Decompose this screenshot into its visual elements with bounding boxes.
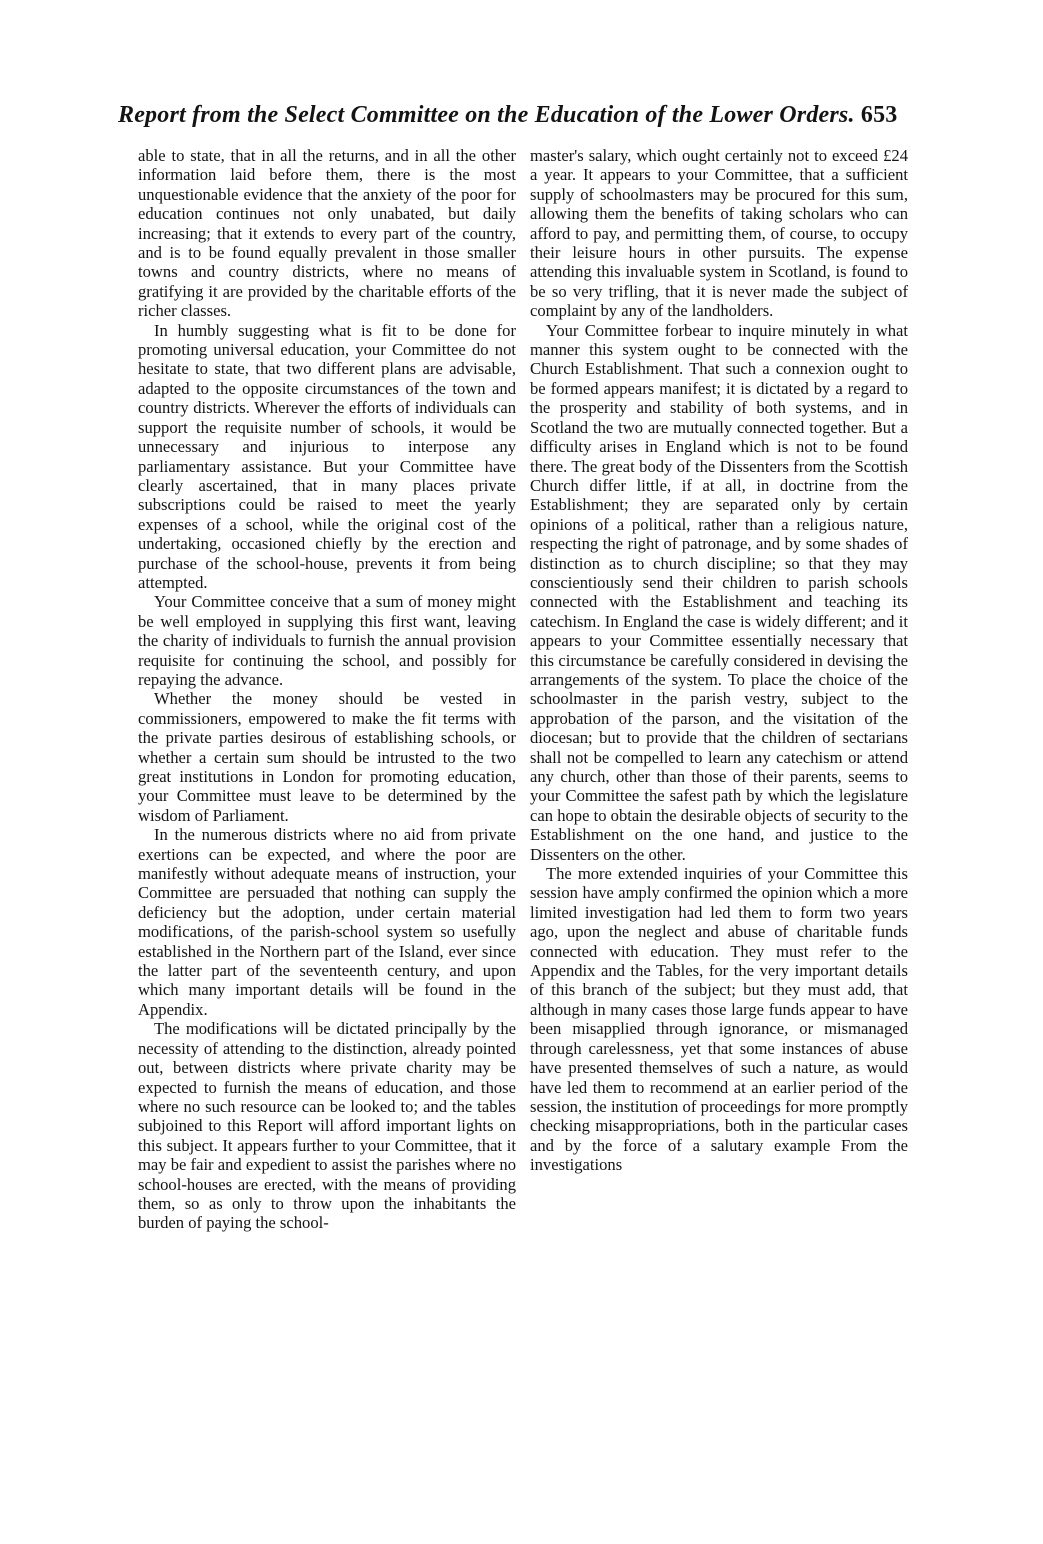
paragraph: In the numerous districts where no aid from private exertions can be expected, and where the poor are manifestly without adequate means of instruction, your Committee are persuaded that nothing can supply the deficiency but the adoption, under certain material modifications, of the parish-school system so usefully established in the Northern part of the Island, ever since the latter part of the seventeenth century, and upon which many important details will be found in the Appendix.	[138, 825, 516, 1019]
paragraph: The more extended inquiries of your Committee this session have amply confirmed the opinion which a more limited investigation had led them to form two years ago, upon the neglect and abuse of charitable funds connected with education. They must refer to the Appendix and the Tables, for the very important details of this branch of the subject; but they must add, that although in many cases those large funds appear to have been misapplied through ignorance, or mismanaged through carelessness, yet that some instances of abuse have presented themselves of such a nature, as would have led them to recommend at an earlier period of the session, the institution of proceedings for more promptly checking misappropriations, both in the particular cases and by the force of a salutary example From the investigations	[530, 864, 908, 1175]
page-number: 653	[860, 102, 898, 128]
paragraph: Your Committee forbear to inquire minutely in what manner this system ought to be connected with the Church Establishment. That such a connexion ought to be formed appears manifest; it is dictated by a regard to the prosperity and stability of both systems, and in Scotland the two are mutually connected together. But a difficulty arises in England which is not to be found there. The great body of the Dissenters from the Scottish Church differ little, if at all, in doctrine from the Establishment; they are separated only by certain opinions of a political, rather than a religious nature, respecting the right of patronage, and by some shades of distinction as to church discipline; so that they may conscientiously send their children to parish schools connected with the Establishment and teaching its catechism. In England the case is widely different; and it appears to your Committee essentially necessary that this circumstance be carefully considered in devising the arrangements of the system. To place the choice of the schoolmaster in the parish vestry, subject to the approbation of the parson, and the visitation of the diocesan; but to provide that the children of sectarians shall not be compelled to learn any catechism or attend any church, other than those of their parents, seems to your Committee the safest path by which the legislature can hope to obtain the desirable objects of security to the Establishment on the one hand, and justice to the Dissenters on the other.	[530, 320, 908, 864]
header-title: Report from the Select Committee on the Education of the Lower Orders.	[118, 102, 855, 128]
paragraph: able to state, that in all the returns, and in all the other information laid before them, there is the most unquestionable evidence that the anxiety of the poor for education continues not only unabated, but daily increasing; that it extends to every part of the country, and is to be found equally prevalent in those smaller towns and country districts, where no means of gratifying it are provided by the charitable efforts of the richer classes.	[138, 146, 516, 321]
paragraph: Whether the money should be vested in commissioners, empowered to make the fit terms with the private parties desirous of establishing schools, or whether a certain sum should be intrusted to the two great institutions in London for promoting education, your Committee must leave to be determined by the wisdom of Parliament.	[138, 689, 516, 825]
paragraph: In humbly suggesting what is fit to be done for promoting universal education, your Committee do not hesitate to state, that two different plans are advisable, adapted to the opposite circumstances of the town and country districts. Wherever the efforts of individuals can support the requisite number of schools, it would be unnecessary and injurious to interpose any parliamentary assistance. But your Committee have clearly ascertained, that in many places private subscriptions could be raised to meet the yearly expenses of a school, while the original cost of the undertaking, occasioned chiefly by the erection and purchase of the school-house, prevents it from being attempted.	[138, 320, 516, 592]
paragraph: Your Committee conceive that a sum of money might be well employed in supplying this first want, leaving the charity of individuals to furnish the annual provision requisite for continuing the school, and possibly for repaying the advance.	[138, 592, 516, 689]
left-column	[138, 146, 516, 1233]
right-column	[530, 146, 908, 1175]
paragraph: master's salary, which ought certainly not to exceed £24 a year. It appears to your Committee, that a sufficient supply of schoolmasters may be procured for this sum, allowing them the benefits of taking scholars who can afford to pay, and permitting them, of course, to occupy their leisure hours in other pursuits. The expense attending this invaluable system in Scotland, is found to be so very trifling, that it is never made the subject of complaint by any of the landholders.	[530, 146, 908, 321]
running-header	[118, 102, 938, 129]
paragraph: The modifications will be dictated principally by the necessity of attending to the distinction, already pointed out, between districts where private charity may be expected to furnish the means of education, and those where no such resource can be looked to; and the tables subjoined to this Report will afford important lights on this subject. It appears further to your Committee, that it may be fair and expedient to assist the parishes where no school-houses are erected, with the means of providing them, so as only to throw upon the inhabitants the burden of paying the school-	[138, 1019, 516, 1233]
